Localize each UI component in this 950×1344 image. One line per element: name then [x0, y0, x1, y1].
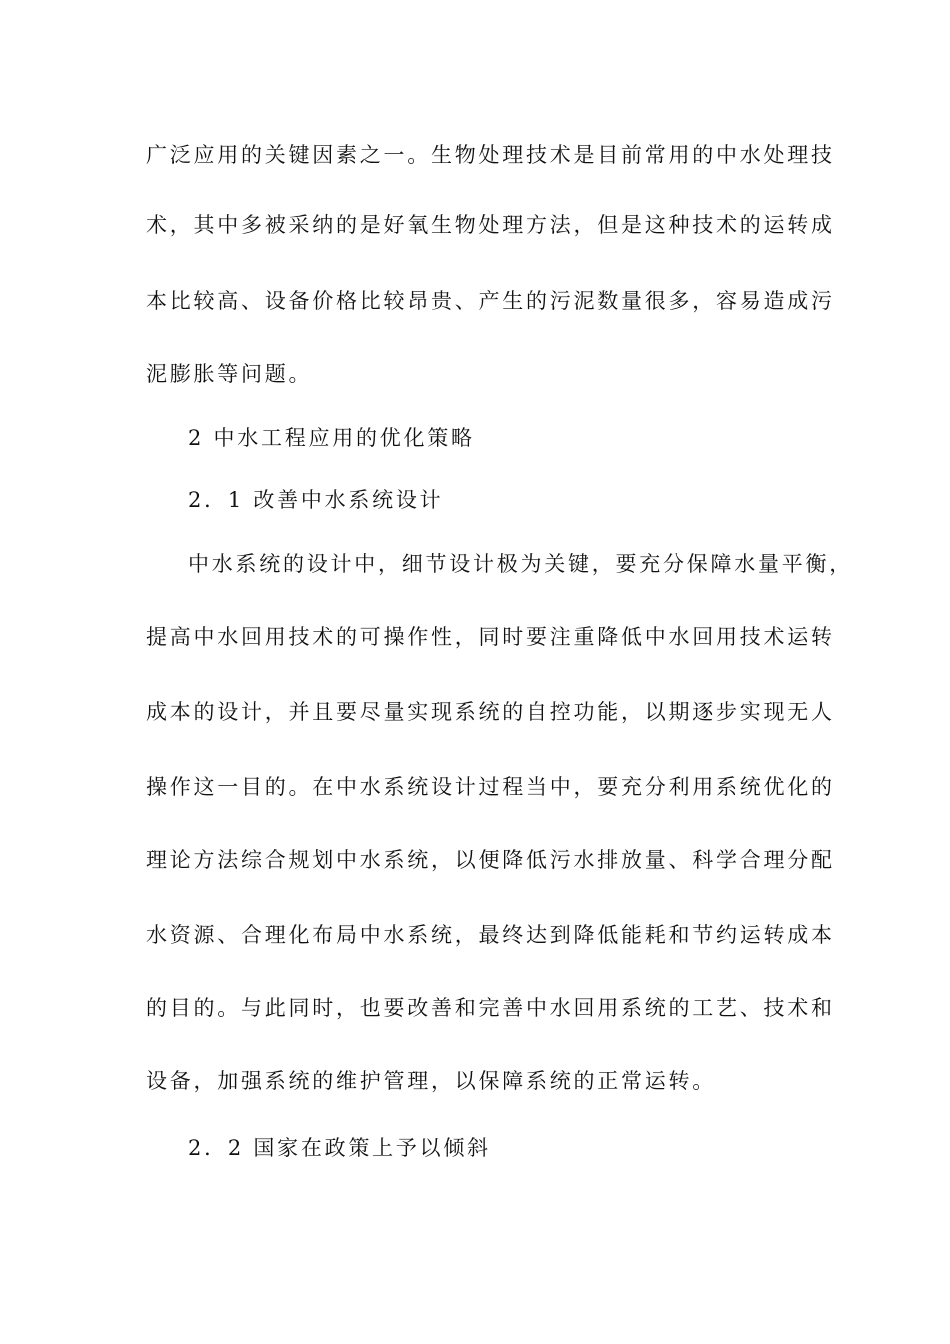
- paragraph-line-12: 设备，加强系统的维护管理，以保障系统的正常运转。: [146, 1069, 716, 1093]
- paragraph-line-1: 广泛应用的关键因素之一。生物处理技术是目前常用的中水处理技: [146, 143, 835, 167]
- paragraph-line-3: 本比较高、设备价格比较昂贵、产生的污泥数量很多，容易造成污: [146, 289, 835, 313]
- subsection-heading-2-2: 2．2 国家在政策上予以倾斜: [188, 1136, 491, 1160]
- paragraph-line-10: 水资源、合理化布局中水系统，最终达到降低能耗和节约运转成本: [146, 923, 835, 947]
- paragraph-line-8: 操作这一目的。在中水系统设计过程当中，要充分利用系统优化的: [146, 775, 835, 799]
- paragraph-line-6: 提高中水回用技术的可操作性，同时要注重降低中水回用技术运转: [146, 625, 835, 649]
- paragraph-line-4: 泥膨胀等问题。: [146, 362, 313, 386]
- paragraph-line-9: 理论方法综合规划中水系统，以便降低污水排放量、科学合理分配: [146, 848, 835, 872]
- subsection-heading-2-1: 2．1 改善中水系统设计: [188, 488, 444, 512]
- paragraph-line-7: 成本的设计，并且要尽量实现系统的自控功能，以期逐步实现无人: [146, 700, 835, 724]
- paragraph-line-2: 术，其中多被采纳的是好氧生物处理方法，但是这种技术的运转成: [146, 213, 835, 237]
- paragraph-line-11: 的目的。与此同时，也要改善和完善中水回用系统的工艺、技术和: [146, 996, 835, 1020]
- section-heading-2: 2 中水工程应用的优化策略: [188, 426, 475, 450]
- paragraph-line-5: 中水系统的设计中，细节设计极为关键，要充分保障水量平衡，: [188, 552, 853, 576]
